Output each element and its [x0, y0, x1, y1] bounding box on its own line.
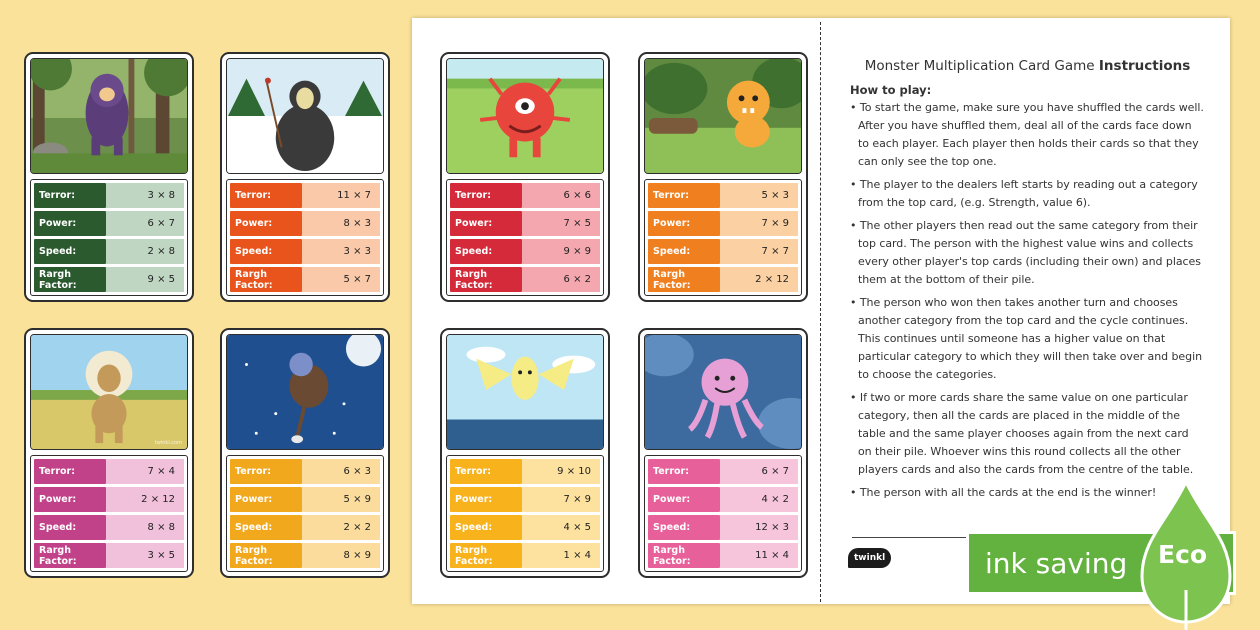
stat-row — [230, 459, 380, 484]
red-monster-picture — [446, 58, 604, 174]
stat-row — [230, 543, 380, 568]
stats-table — [446, 179, 604, 296]
instruction-item: • The person with all the cards at the end is the winner! — [850, 484, 1205, 502]
stat-label: Terror: — [450, 459, 522, 484]
stat-label: Rargh Factor: — [450, 543, 522, 568]
stat-label: Power: — [230, 211, 302, 236]
monster-card-8 — [638, 328, 808, 578]
stat-label: Power: — [34, 211, 106, 236]
stat-label: Power: — [450, 487, 522, 512]
stat-row — [34, 487, 184, 512]
watermark: twinkl.com — [154, 440, 182, 446]
savanna-monster-picture — [30, 334, 188, 450]
stats-table — [30, 455, 188, 572]
stat-value: 5 × 3 — [720, 183, 798, 208]
stat-value: 7 × 9 — [522, 487, 600, 512]
stat-row — [230, 211, 380, 236]
stat-value: 9 × 10 — [522, 459, 600, 484]
stats-table — [644, 455, 802, 572]
stat-row — [450, 487, 600, 512]
stat-label: Terror: — [648, 183, 720, 208]
stat-value: 2 × 8 — [106, 239, 184, 264]
stat-value: 7 × 7 — [720, 239, 798, 264]
stat-row — [450, 515, 600, 540]
night-monster-picture — [226, 334, 384, 450]
stat-label: Speed: — [648, 239, 720, 264]
stat-row — [450, 183, 600, 208]
stat-label: Terror: — [34, 459, 106, 484]
instruction-item: • If two or more cards share the same value on one particular category, then all the cards are placed in the middle of the table and the same player chooses again from the next card on their pile. Whoever wins this round collects all the other players cards and also the cards from the centre of the table. — [850, 389, 1205, 479]
stat-row — [230, 515, 380, 540]
stat-label: Rargh Factor: — [34, 267, 106, 292]
octopus-monster-picture — [644, 334, 802, 450]
stat-row — [648, 459, 798, 484]
stats-table — [644, 179, 802, 296]
stat-row — [230, 267, 380, 292]
stat-row — [648, 267, 798, 292]
stat-label: Speed: — [34, 239, 106, 264]
stat-label: Terror: — [648, 459, 720, 484]
stat-value: 11 × 7 — [302, 183, 380, 208]
stat-label: Power: — [450, 211, 522, 236]
twinkl-logo: twinkl — [848, 548, 891, 568]
stat-row — [34, 543, 184, 568]
stat-row — [450, 459, 600, 484]
stat-row — [648, 515, 798, 540]
stat-value: 5 × 7 — [302, 267, 380, 292]
stat-value: 12 × 3 — [720, 515, 798, 540]
monster-card-2 — [220, 52, 390, 302]
stat-label: Speed: — [450, 239, 522, 264]
stat-value: 2 × 12 — [720, 267, 798, 292]
stat-value: 1 × 4 — [522, 543, 600, 568]
stat-label: Speed: — [230, 239, 302, 264]
stat-label: Speed: — [230, 515, 302, 540]
stat-row — [450, 543, 600, 568]
stat-value: 4 × 2 — [720, 487, 798, 512]
instructions-list — [850, 99, 1205, 502]
stat-label: Speed: — [34, 515, 106, 540]
stat-row — [230, 183, 380, 208]
stat-label: Power: — [34, 487, 106, 512]
stat-value: 11 × 4 — [720, 543, 798, 568]
stat-value: 6 × 7 — [106, 211, 184, 236]
ink-saving-text: ink saving — [985, 546, 1128, 580]
stat-value: 6 × 6 — [522, 183, 600, 208]
stat-value: 3 × 3 — [302, 239, 380, 264]
stat-label: Rargh Factor: — [450, 267, 522, 292]
instruction-item: • The player to the dealers left starts by reading out a category from the top card, (e.g. Strength, value 6). — [850, 176, 1205, 212]
stat-value: 7 × 4 — [106, 459, 184, 484]
stat-row — [34, 183, 184, 208]
stat-value: 6 × 2 — [522, 267, 600, 292]
instructions-title — [850, 58, 1205, 74]
monster-card-5 — [24, 328, 194, 578]
stat-label: Rargh Factor: — [230, 543, 302, 568]
forest-monster-picture — [30, 58, 188, 174]
instruction-item: • To start the game, make sure you have shuffled the cards well. After you have shuffled them, deal all of the cards face down to each player. Each player then holds their cards so that they can only see the top one. — [850, 99, 1205, 171]
stat-value: 3 × 8 — [106, 183, 184, 208]
stat-row — [34, 459, 184, 484]
monster-card-7 — [440, 328, 610, 578]
stat-label: Speed: — [648, 515, 720, 540]
stat-row — [648, 183, 798, 208]
stat-row — [648, 239, 798, 264]
stat-row — [34, 515, 184, 540]
how-to-play-heading: How to play: — [850, 83, 932, 97]
stat-label: Terror: — [230, 183, 302, 208]
stat-row — [648, 487, 798, 512]
stat-row — [450, 267, 600, 292]
stat-label: Rargh Factor: — [34, 543, 106, 568]
stat-row — [34, 267, 184, 292]
stat-label: Power: — [648, 211, 720, 236]
stat-row — [34, 211, 184, 236]
title-plain: Monster Multiplication Card Game — [864, 58, 1099, 74]
stat-label: Power: — [648, 487, 720, 512]
title-bold: Instructions — [1098, 58, 1191, 74]
instruction-item: • The person who won then takes another turn and chooses another category from the top card and the cycle continues. This continues until someone has a higher value on that particular category to which they will then take over and begin to choose the categories. — [850, 294, 1205, 384]
jungle-monster-picture — [644, 58, 802, 174]
stats-table — [446, 455, 604, 572]
stat-row — [648, 211, 798, 236]
stats-table — [226, 179, 384, 296]
stat-row — [230, 487, 380, 512]
snow-monster-picture — [226, 58, 384, 174]
stat-label: Rargh Factor: — [230, 267, 302, 292]
eco-label: Eco — [1158, 540, 1208, 569]
stat-label: Terror: — [34, 183, 106, 208]
stat-value: 7 × 9 — [720, 211, 798, 236]
stat-value: 8 × 8 — [106, 515, 184, 540]
stat-row — [450, 239, 600, 264]
stat-value: 5 × 9 — [302, 487, 380, 512]
stat-label: Terror: — [230, 459, 302, 484]
stat-value: 7 × 5 — [522, 211, 600, 236]
stat-value: 8 × 3 — [302, 211, 380, 236]
monster-card-4 — [638, 52, 808, 302]
stat-row — [648, 543, 798, 568]
instructions-panel — [850, 58, 1205, 507]
stat-label: Power: — [230, 487, 302, 512]
stat-value: 2 × 12 — [106, 487, 184, 512]
monster-card-3 — [440, 52, 610, 302]
stat-row — [230, 239, 380, 264]
stat-value: 6 × 3 — [302, 459, 380, 484]
stat-label: Speed: — [450, 515, 522, 540]
stat-value: 3 × 5 — [106, 543, 184, 568]
stat-label: Terror: — [450, 183, 522, 208]
monster-card-6 — [220, 328, 390, 578]
stat-value: 8 × 9 — [302, 543, 380, 568]
stat-value: 9 × 9 — [522, 239, 600, 264]
stat-value: 6 × 7 — [720, 459, 798, 484]
stat-value: 9 × 5 — [106, 267, 184, 292]
stat-row — [450, 211, 600, 236]
sea-monster-picture — [446, 334, 604, 450]
monster-card-1 — [24, 52, 194, 302]
stat-value: 2 × 2 — [302, 515, 380, 540]
stats-table — [30, 179, 188, 296]
stat-row — [34, 239, 184, 264]
stat-label: Rargh Factor: — [648, 543, 720, 568]
stat-value: 4 × 5 — [522, 515, 600, 540]
stat-label: Rargh Factor: — [648, 267, 720, 292]
fold-line — [820, 22, 821, 602]
stats-table — [226, 455, 384, 572]
instruction-item: • The other players then read out the same category from their top card. The person with the highest value wins and collects every other player's top cards (including their own) and places them at the bottom of their pile. — [850, 217, 1205, 289]
